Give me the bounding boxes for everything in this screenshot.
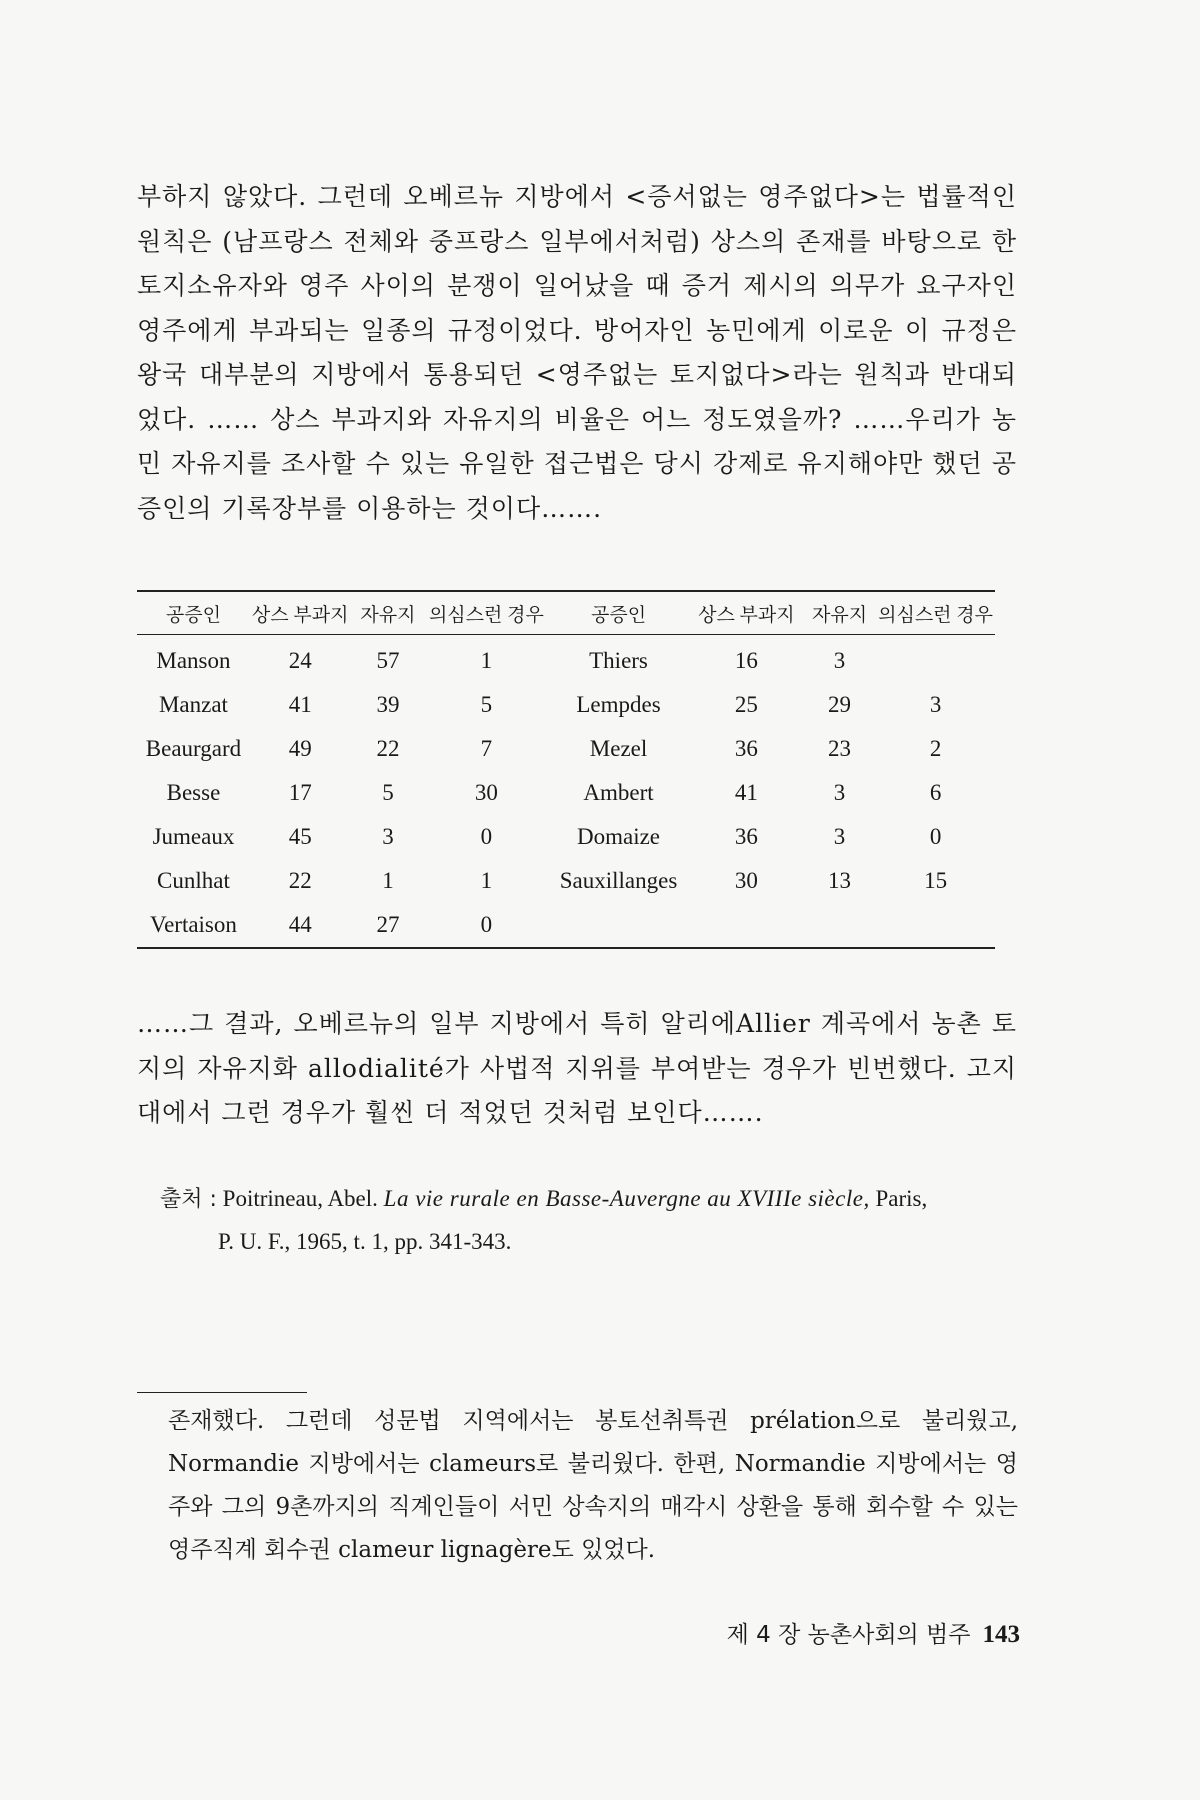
table-cell: 22 [288, 868, 312, 893]
table-cell: 16 [734, 648, 758, 673]
quote-intro-text: 부하지 않았다. 그런데 오베르뉴 지방에서 <증서없는 영주없다>는 법률적인 원칙은 (남프랑스 전체와 중프랑스 일부에서처럼) 상스의 존재를 바탕으로 한 토지소유자와 영주 사이의 분쟁이 일어났을 때 증거 제시의 의무가 요구자인 영주에게 부과되는 일종의 규정이었다. 방어자인 농민에게 이로운 이 규정은 왕국 대부분의 지방에서 통용되던 <영주없는 토지없다>라는 원칙과 반대되었다. …… 상스 부과지와 자유지의 비율은 어느 정도였을까? ……우리가 농민 자유지를 조사할 수 있는 유일한 접근법은 당시 강제로 유지해야만 했던 공증인의 기록장부를 이용하는 것이다……. [137, 182, 1017, 523]
header-doubtful-2: 의심스런 경우 [878, 604, 993, 626]
source-author: Poitrineau, Abel. [222, 1186, 378, 1211]
table-cell: 49 [288, 736, 312, 761]
table-cell: Manzat [158, 692, 228, 717]
table-row [137, 683, 995, 727]
table-cell: 3 [382, 824, 394, 849]
table-cell [803, 903, 876, 948]
table-cell: 24 [288, 648, 312, 673]
table-cell: 6 [929, 780, 942, 805]
page-number: 143 [982, 1621, 1020, 1648]
header-allod: 자유지 [360, 604, 416, 626]
table-cell: Beaurgard [145, 736, 242, 761]
table-cell [690, 903, 803, 948]
header-cens-2: 상스 부과지 [698, 604, 795, 626]
table-cell: 3 [833, 824, 846, 849]
table-row [137, 727, 995, 771]
header-doubtful: 의심스런 경우 [428, 604, 544, 626]
table-cell: Besse [166, 780, 221, 805]
header-cens: 상스 부과지 [251, 604, 349, 626]
table-row [137, 903, 995, 948]
table-cell: 5 [382, 780, 394, 805]
table-cell [876, 903, 995, 948]
table-cell: 57 [376, 648, 400, 673]
table-cell: Manson [156, 648, 231, 673]
table-cell: Thiers [589, 648, 648, 673]
table-cell: 23 [828, 736, 852, 761]
header-notary-2: 공증인 [590, 604, 647, 626]
table-row [137, 859, 995, 903]
table-cell: 2 [929, 736, 942, 761]
table-cell: 1 [480, 868, 493, 893]
table-cell [876, 635, 995, 684]
table-cell: Jumeaux [152, 824, 235, 849]
source-publisher: P. U. F., 1965, t. 1, pp. 341-343. [218, 1229, 512, 1254]
table-cell: Vertaison [150, 912, 237, 937]
table-cell: Sauxillanges [559, 868, 678, 893]
table-cell: 27 [376, 912, 400, 937]
table-cell: 13 [828, 868, 852, 893]
chapter-title: 제 4 장 농촌사회의 범주 [726, 1622, 971, 1648]
footnote-text: 존재했다. 그런데 성문법 지역에서는 봉토선취특권 prélation으로 불리웠고, Normandie 지방에서는 clameurs로 불리웠다. 한편, Normandie 지방에서는 영주와 그의 9촌까지의 직계인들이 서민 상속지의 매각시 상환을 통해 회수할 수 있는 영주직계 회수권 clameur lignagère도 있었다. [168, 1408, 1018, 1563]
table-cell: Ambert [583, 780, 654, 805]
table-cell: 15 [924, 868, 948, 893]
source-line-1 [160, 1178, 1020, 1221]
table-cell: Domaize [577, 824, 661, 849]
table-cell: 1 [382, 868, 394, 893]
table-cell: 36 [734, 736, 758, 761]
table-cell: Lempdes [576, 692, 661, 717]
table-cell: 29 [828, 692, 852, 717]
table-cell: 41 [734, 780, 758, 805]
table-cell: 0 [480, 912, 493, 937]
footnote [168, 1400, 1018, 1572]
table-cell: 22 [376, 736, 400, 761]
table-cell: 44 [288, 912, 312, 937]
footnote-divider [137, 1392, 307, 1393]
quote-intro-paragraph [137, 175, 1017, 531]
table-cell: 17 [288, 780, 312, 805]
table-cell: Mezel [589, 736, 648, 761]
table-cell: 41 [288, 692, 312, 717]
table-row [137, 635, 995, 684]
table-cell: 30 [474, 780, 498, 805]
table-cell: 36 [734, 824, 758, 849]
table-cell: 0 [929, 824, 942, 849]
source-label: 출처 : [160, 1187, 217, 1212]
table-cell: 5 [480, 692, 493, 717]
table-cell: 0 [480, 824, 493, 849]
table-cell: 7 [480, 736, 493, 761]
table-cell: 25 [734, 692, 758, 717]
quote-outro-paragraph [137, 1002, 1017, 1136]
table-row [137, 815, 995, 859]
source-place: Paris, [875, 1186, 928, 1211]
quote-outro-text: ……그 결과, 오베르뉴의 일부 지방에서 특히 알리에Allier 계곡에서 농촌 토지의 자유지화 allodialité가 사법적 지위를 부여받는 경우가 빈번했다. 고지대에서 그런 경우가 훨씬 더 적었던 것처럼 보인다……. [137, 1009, 1017, 1127]
table-cell: 45 [288, 824, 312, 849]
table-cell: 39 [376, 692, 400, 717]
source-title: La vie rurale en Basse-Auvergne au XVIIIe siècle, [383, 1186, 870, 1211]
table-header-row [137, 591, 995, 635]
notary-records-table [137, 590, 995, 949]
source-citation [160, 1178, 1020, 1263]
notary-table [137, 590, 995, 949]
table-cell: 3 [929, 692, 942, 717]
header-allod-2: 자유지 [812, 604, 868, 626]
table-cell: Cunlhat [157, 868, 230, 893]
table-row [137, 771, 995, 815]
table-cell: 1 [480, 648, 493, 673]
table-cell: 30 [734, 868, 758, 893]
table-cell: 3 [833, 648, 846, 673]
header-notary: 공증인 [165, 604, 221, 626]
table-cell [547, 903, 689, 948]
running-footer [700, 1616, 1020, 1649]
table-cell: 3 [833, 780, 846, 805]
